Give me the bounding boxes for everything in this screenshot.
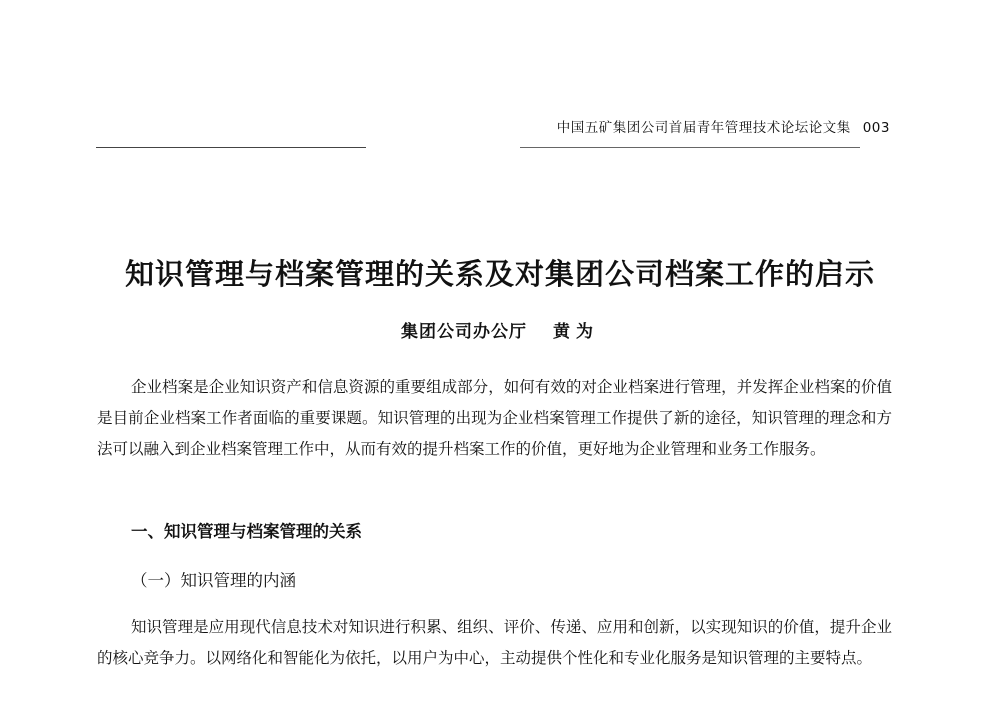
header-rule-left <box>96 147 366 148</box>
author-department: 集团公司办公厅 <box>401 322 527 342</box>
header-rule-right <box>520 147 860 148</box>
running-title: 中国五矿集团公司首届青年管理技术论坛论文集 <box>556 120 851 136</box>
running-header <box>557 116 890 136</box>
abstract-paragraph: 企业档案是企业知识资产和信息资源的重要组成部分，如何有效的对企业档案进行管理，并发挥企业档案的价值是目前企业档案工作者面临的重要课题。知识管理的出现为企业档案管理工作提供了新的途径，知识管理的理念和方法可以融入到企业档案管理工作中，从而有效的提升档案工作的价值，更好地为企业管理和业务工作服务。 <box>97 378 892 458</box>
page-number: 003 <box>862 120 890 136</box>
article-title: 知识管理与档案管理的关系及对集团公司档案工作的启示 <box>124 257 875 291</box>
author-name: 黄为 <box>553 322 599 342</box>
byline <box>0 317 1000 342</box>
subsection-heading: （一）知识管理的内涵 <box>131 571 296 590</box>
body-paragraph: 知识管理是应用现代信息技术对知识进行积累、组织、评价、传递、应用和创新，以实现知识的价值，提升企业的核心竞争力。以网络化和智能化为依托，以用户为中心，主动提供个性化和专业化服务是知识管理的主要特点。 <box>97 618 892 667</box>
section-heading: 一、知识管理与档案管理的关系 <box>131 522 362 541</box>
